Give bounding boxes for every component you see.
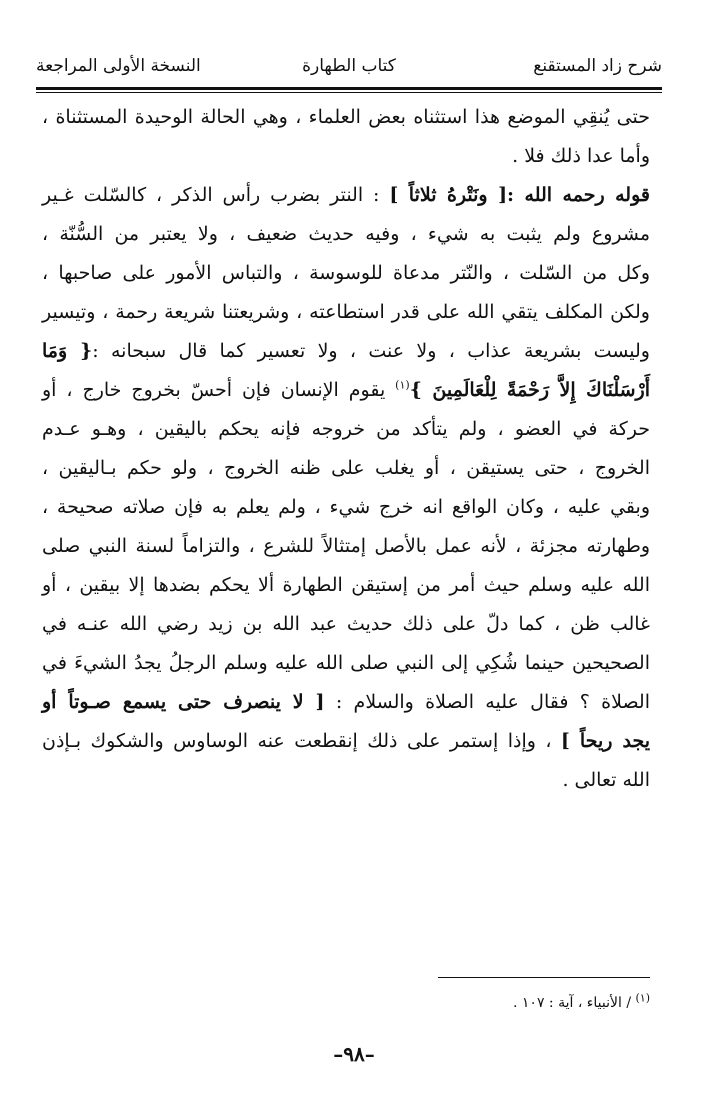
- text-fragment: : النتر بضرب رأس الذكر ، كالسّلت غـير: [42, 184, 390, 206]
- header-book-title: شرح زاد المستقنع: [533, 56, 662, 76]
- header-chapter: كتاب الطهارة: [302, 56, 396, 76]
- hadith-quote-end: يجد ريحاً ]: [560, 730, 650, 752]
- footnote: [513, 991, 650, 1011]
- footnote-separator: [438, 977, 650, 978]
- text-line: وكل من السّلت ، والنّتر مدعاة للوسوسة ، والتباس الأمور على صاحبها ،: [42, 262, 650, 284]
- text-line: حركة في العضو ، ولم يتأكد من خروجه فإنه يحكم باليقين ، وهـو عـدم: [42, 418, 650, 440]
- text-line: مشروع ولم يثبت به شيء ، وفيه حديث ضعيف ، ولا يعتبر من السُّنّة ،: [42, 223, 650, 245]
- text-line: [42, 332, 650, 371]
- quran-verse-start: { وَمَا: [42, 340, 93, 362]
- footnote-marker: (١): [395, 378, 410, 392]
- text-line: الله عليه وسلم حيث أمر من إستيقن الطهارة ألا يحكم بضدها إلا بيقين ، أو: [42, 574, 650, 596]
- text-fragment: يقوم الإنسان فإن أحسّ بخروج خارج ، أو: [42, 379, 396, 401]
- text-line: حتى يُنقِي الموضع هذا استثناه بعض العلماء ، وهي الحالة الوحيدة المستثناة ،: [42, 106, 650, 128]
- quran-verse: أَرْسَلْنَاكَ إِلاَّ رَحْمَةً لِلْعَالَمِينَ }: [409, 379, 651, 401]
- text-line: [42, 722, 650, 761]
- text-fragment: وليست بشريعة عذاب ، ولا عنت ، ولا تعسير كما قال سبحانه :: [92, 340, 650, 362]
- running-header: [36, 52, 662, 86]
- text-line: [42, 176, 650, 215]
- header-rule-thin: [36, 92, 662, 93]
- hadith-quote-start: [ لا ينصرف حتى يسمع صـوتاً أو: [42, 691, 325, 713]
- header-rule-thick: [36, 87, 662, 90]
- footnote-text: / الأنبياء ، آية : ١٠٧ .: [513, 995, 636, 1011]
- text-line: الخروج ، حتى يستيقن ، أو يغلب على ظنه الخروج ، ولو حكم بـاليقين ،: [42, 457, 650, 479]
- page-number: –٩٨–: [333, 1042, 375, 1066]
- header-edition: النسخة الأولى المراجعة: [36, 56, 201, 76]
- text-line: وطهارته مجزئة ، لأنه عمل بالأصل إمتثالاً للشرع ، والتزاماً لسنة النبي صلى: [42, 535, 650, 557]
- text-line: الصحيحين حينما شُكِي إلى النبي صلى الله عليه وسلم الرجلُ يجدُ الشيءَ في: [42, 652, 650, 674]
- quoted-phrase: قوله رحمه الله :[ ونَتْرهُ ثلاثاً ]: [389, 184, 650, 206]
- text-line: وبقي عليه ، وكان الواقع انه خرج شيء ، ولم يعلم به فإن صلاته صحيحة ،: [42, 496, 650, 518]
- text-line: غالب ظن ، كما دلّ على ذلك حديث عبد الله بن زيد رضي الله عنـه في: [42, 613, 650, 635]
- text-line: [42, 683, 650, 722]
- text-line: الله تعالى .: [562, 769, 650, 791]
- main-text: [42, 98, 650, 800]
- text-fragment: الصلاة ؟ فقال عليه الصلاة والسلام :: [335, 691, 650, 713]
- footnote-marker: (١): [635, 991, 650, 1005]
- text-fragment: ، وإذا إستمر على ذلك إنقطعت عنه الوساوس والشكوك بـإذن: [42, 730, 561, 752]
- text-line: [42, 371, 650, 410]
- text-line: وأما عدا ذلك فلا .: [512, 145, 650, 167]
- text-line: ولكن المكلف يتقي الله على قدر استطاعته ، وشريعتنا شريعة رحمة ، وتيسير: [42, 301, 650, 323]
